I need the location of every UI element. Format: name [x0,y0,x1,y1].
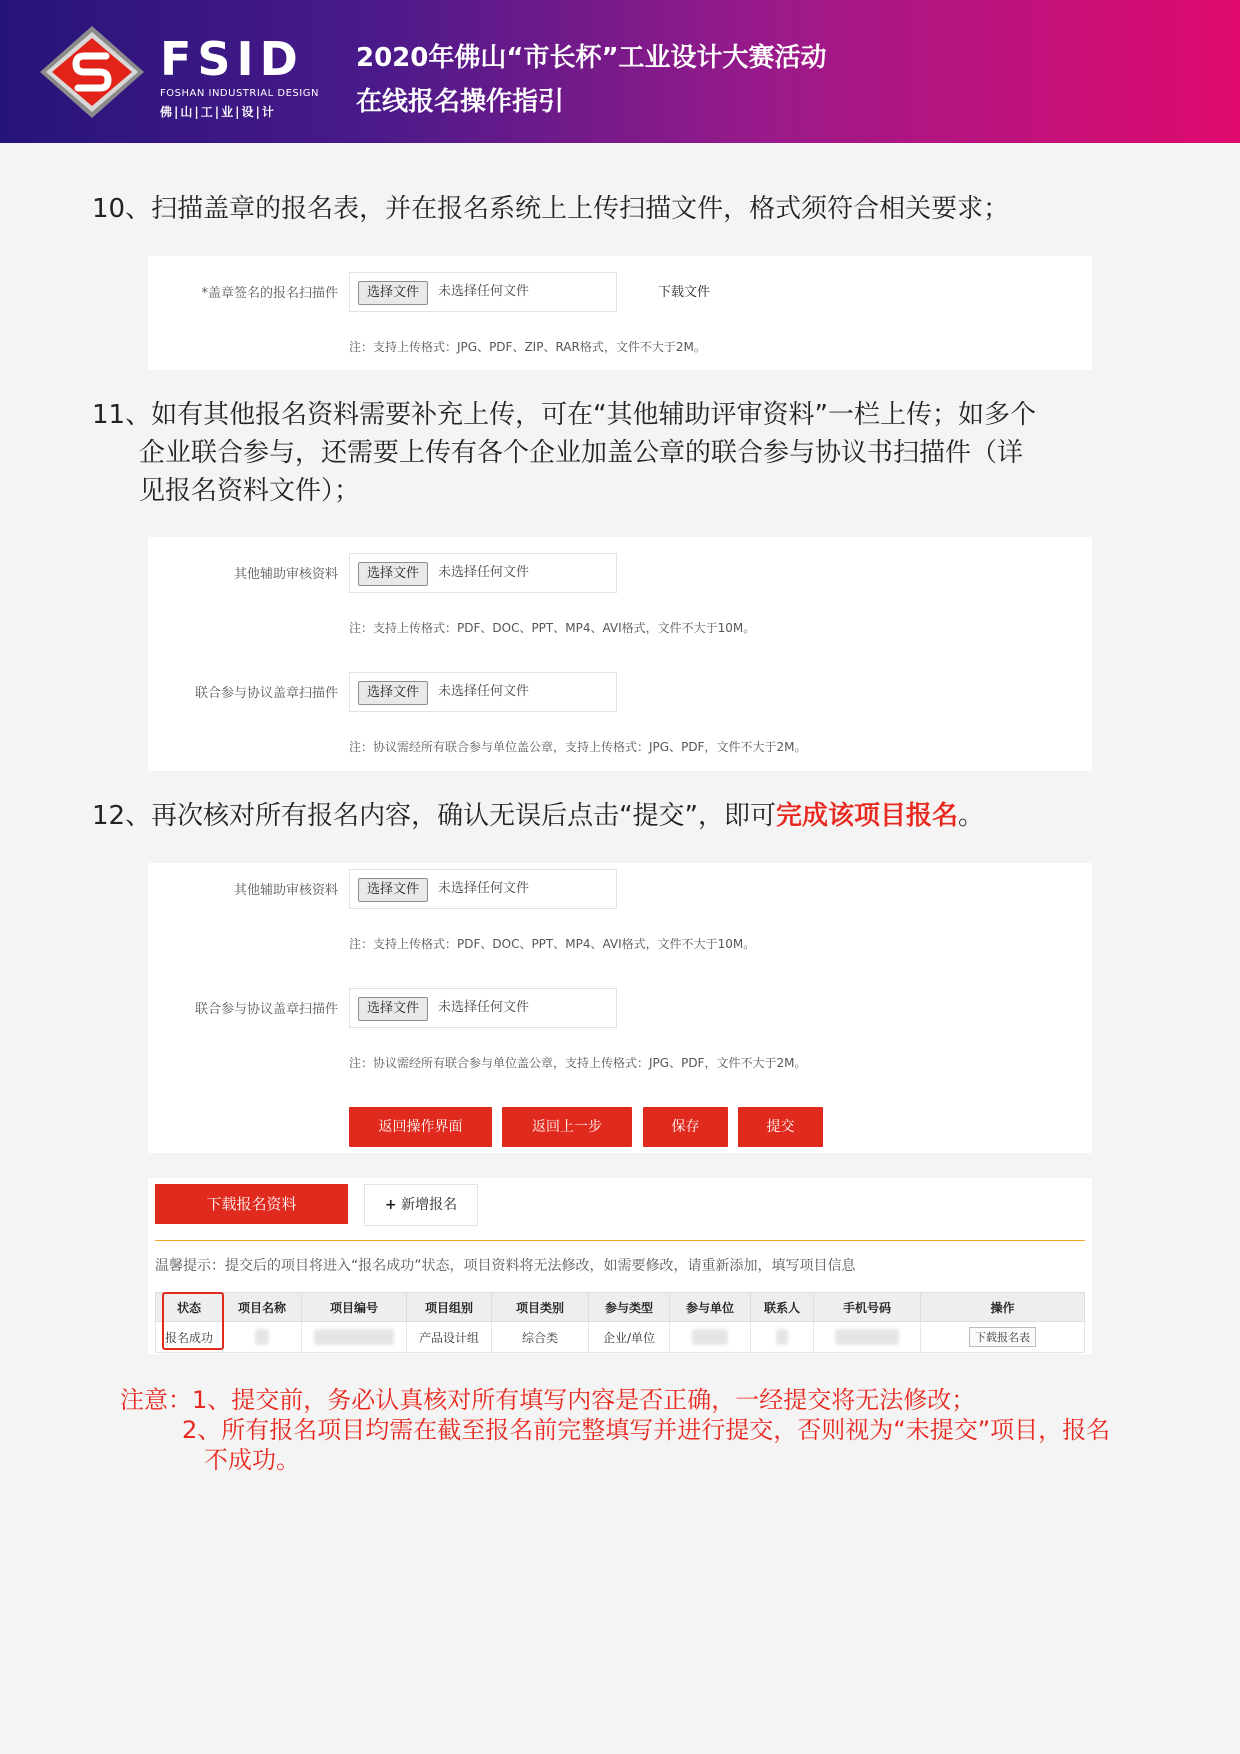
other-material-label: 其他辅助审核资料 [233,567,338,582]
cell-group: 产品设计组 [407,1322,492,1353]
step-12-main: 12、再次核对所有报名内容，确认无误后点击“提交”，即可 [92,801,777,831]
choose-file-button[interactable]: 选择文件 [358,997,428,1021]
back-to-main-button[interactable]: 返回操作界面 [349,1107,492,1147]
upload-panel-supplementary [148,537,1092,771]
step-12-text [92,797,1112,835]
tab-new-registration[interactable] [364,1184,478,1226]
tab-new-label: 新增报名 [401,1197,458,1213]
col-category: 项目类别 [492,1293,589,1322]
redacted-value [776,1329,788,1345]
redacted-value [314,1329,394,1345]
table-header-row [156,1293,1085,1322]
joint-agreement-file-input[interactable] [349,988,617,1028]
back-prev-button[interactable]: 返回上一步 [502,1107,632,1147]
download-file-link[interactable]: 下载文件 [658,285,711,300]
step-12-highlight: 完成该项目报名 [776,801,959,831]
choose-file-button[interactable]: 选择文件 [358,681,428,705]
title-line-2: 在线报名操作指引 [356,87,565,117]
joint-agreement-note: 注：协议需经所有联合参与单位盖公章，支持上传格式：JPG、PDF，文件不大于2M。 [349,740,807,754]
save-button[interactable]: 保存 [643,1107,728,1147]
col-type: 参与类型 [589,1293,670,1322]
step-11-line-1: 11、如有其他报名资料需要补充上传，可在“其他辅助评审资料”一栏上传；如多个 [92,400,1037,430]
logo-english: FOSHAN INDUSTRIAL DESIGN [160,88,319,99]
logo-wordmark: FSID [160,32,304,86]
notice-line-1: 注意：1、提交前，务必认真核对所有填写内容是否正确，一经提交将无法修改； [120,1386,976,1414]
col-action: 操作 [921,1293,1085,1322]
other-material-label: 其他辅助审核资料 [233,883,338,898]
col-unit: 参与单位 [670,1293,751,1322]
col-status: 状态 [156,1293,223,1322]
submit-button[interactable]: 提交 [738,1107,823,1147]
logo-chinese: 佛|山|工|业|设|计 [160,105,276,119]
page-title [356,36,827,124]
redacted-value [835,1329,899,1345]
page-header [0,0,1240,143]
title-line-1: 2020年佛山“市长杯”工业设计大赛活动 [356,43,827,73]
cell-contact [751,1322,814,1353]
action-buttons [148,1107,1092,1147]
other-material-note: 注：支持上传格式：PDF、DOC、PPT、MP4、AVI格式，文件不大于10M。 [349,621,756,635]
cell-category: 综合类 [492,1322,589,1353]
col-group: 项目组别 [407,1293,492,1322]
no-file-text: 未选择任何文件 [438,284,530,299]
other-material-file-input[interactable] [349,553,617,593]
col-phone: 手机号码 [814,1293,921,1322]
table-row [156,1322,1085,1353]
notice-line-2: 2、所有报名项目均需在截至报名前完整填写并进行提交，否则视为“未提交”项目，报名 [182,1416,1111,1444]
joint-agreement-label: 联合参与协议盖章扫描件 [194,1002,338,1017]
notice-text [120,1385,1120,1475]
cell-phone [814,1322,921,1353]
joint-agreement-label: 联合参与协议盖章扫描件 [194,686,338,701]
registration-table [155,1292,1085,1353]
cell-project-name [223,1322,302,1353]
download-form-button[interactable]: 下载报名表 [969,1327,1036,1347]
divider [155,1240,1085,1241]
tab-download-materials[interactable]: 下载报名资料 [155,1184,348,1224]
tip-text: 温馨提示：提交后的项目将进入“报名成功”状态，项目资料将无法修改，如需要修改，请重新添加，填写项目信息 [155,1258,856,1274]
cell-type: 企业/单位 [589,1322,670,1353]
cell-action [921,1322,1085,1353]
no-file-text: 未选择任何文件 [438,1000,530,1015]
stamped-form-file-input[interactable] [349,272,617,312]
col-project-no: 项目编号 [302,1293,407,1322]
joint-agreement-file-input[interactable] [349,672,617,712]
status-highlight-box [162,1292,224,1350]
cell-project-no [302,1322,407,1353]
plus-icon: + [384,1197,397,1213]
choose-file-button[interactable]: 选择文件 [358,281,428,305]
redacted-value [692,1329,728,1345]
no-file-text: 未选择任何文件 [438,881,530,896]
other-material-file-input[interactable] [349,869,617,909]
choose-file-button[interactable]: 选择文件 [358,878,428,902]
upload-panel-stamped-form [148,256,1092,370]
no-file-text: 未选择任何文件 [438,565,530,580]
registration-list-panel [148,1178,1092,1354]
fsid-logo-icon [36,22,148,122]
joint-agreement-note: 注：协议需经所有联合参与单位盖公章，支持上传格式：JPG、PDF，文件不大于2M。 [349,1056,807,1070]
stamped-form-label: *盖章签名的报名扫描件 [201,286,338,301]
logo-text [160,32,319,120]
col-contact: 联系人 [751,1293,814,1322]
upload-panel-final [148,863,1092,1153]
step-11-line-2: 企业联合参与，还需要上传有各个企业加盖公章的联合参与协议书扫描件（详 [139,438,1024,468]
other-material-note: 注：支持上传格式：PDF、DOC、PPT、MP4、AVI格式，文件不大于10M。 [349,937,756,951]
step-12-end: 。 [958,801,985,831]
choose-file-button[interactable]: 选择文件 [358,562,428,586]
redacted-value [255,1329,269,1345]
step-10-text: 10、扫描盖章的报名表，并在报名系统上上传扫描文件，格式须符合相关要求； [92,194,1010,224]
step-11-line-3: 见报名资料文件）； [139,476,361,506]
step-11-text [92,396,1112,510]
stamped-form-note: 注：支持上传格式：JPG、PDF、ZIP、RAR格式，文件不大于2M。 [349,340,706,354]
notice-line-3: 不成功。 [204,1446,300,1474]
no-file-text: 未选择任何文件 [438,684,530,699]
cell-unit [670,1322,751,1353]
col-project-name: 项目名称 [223,1293,302,1322]
cell-status: 报名成功 [156,1322,223,1353]
